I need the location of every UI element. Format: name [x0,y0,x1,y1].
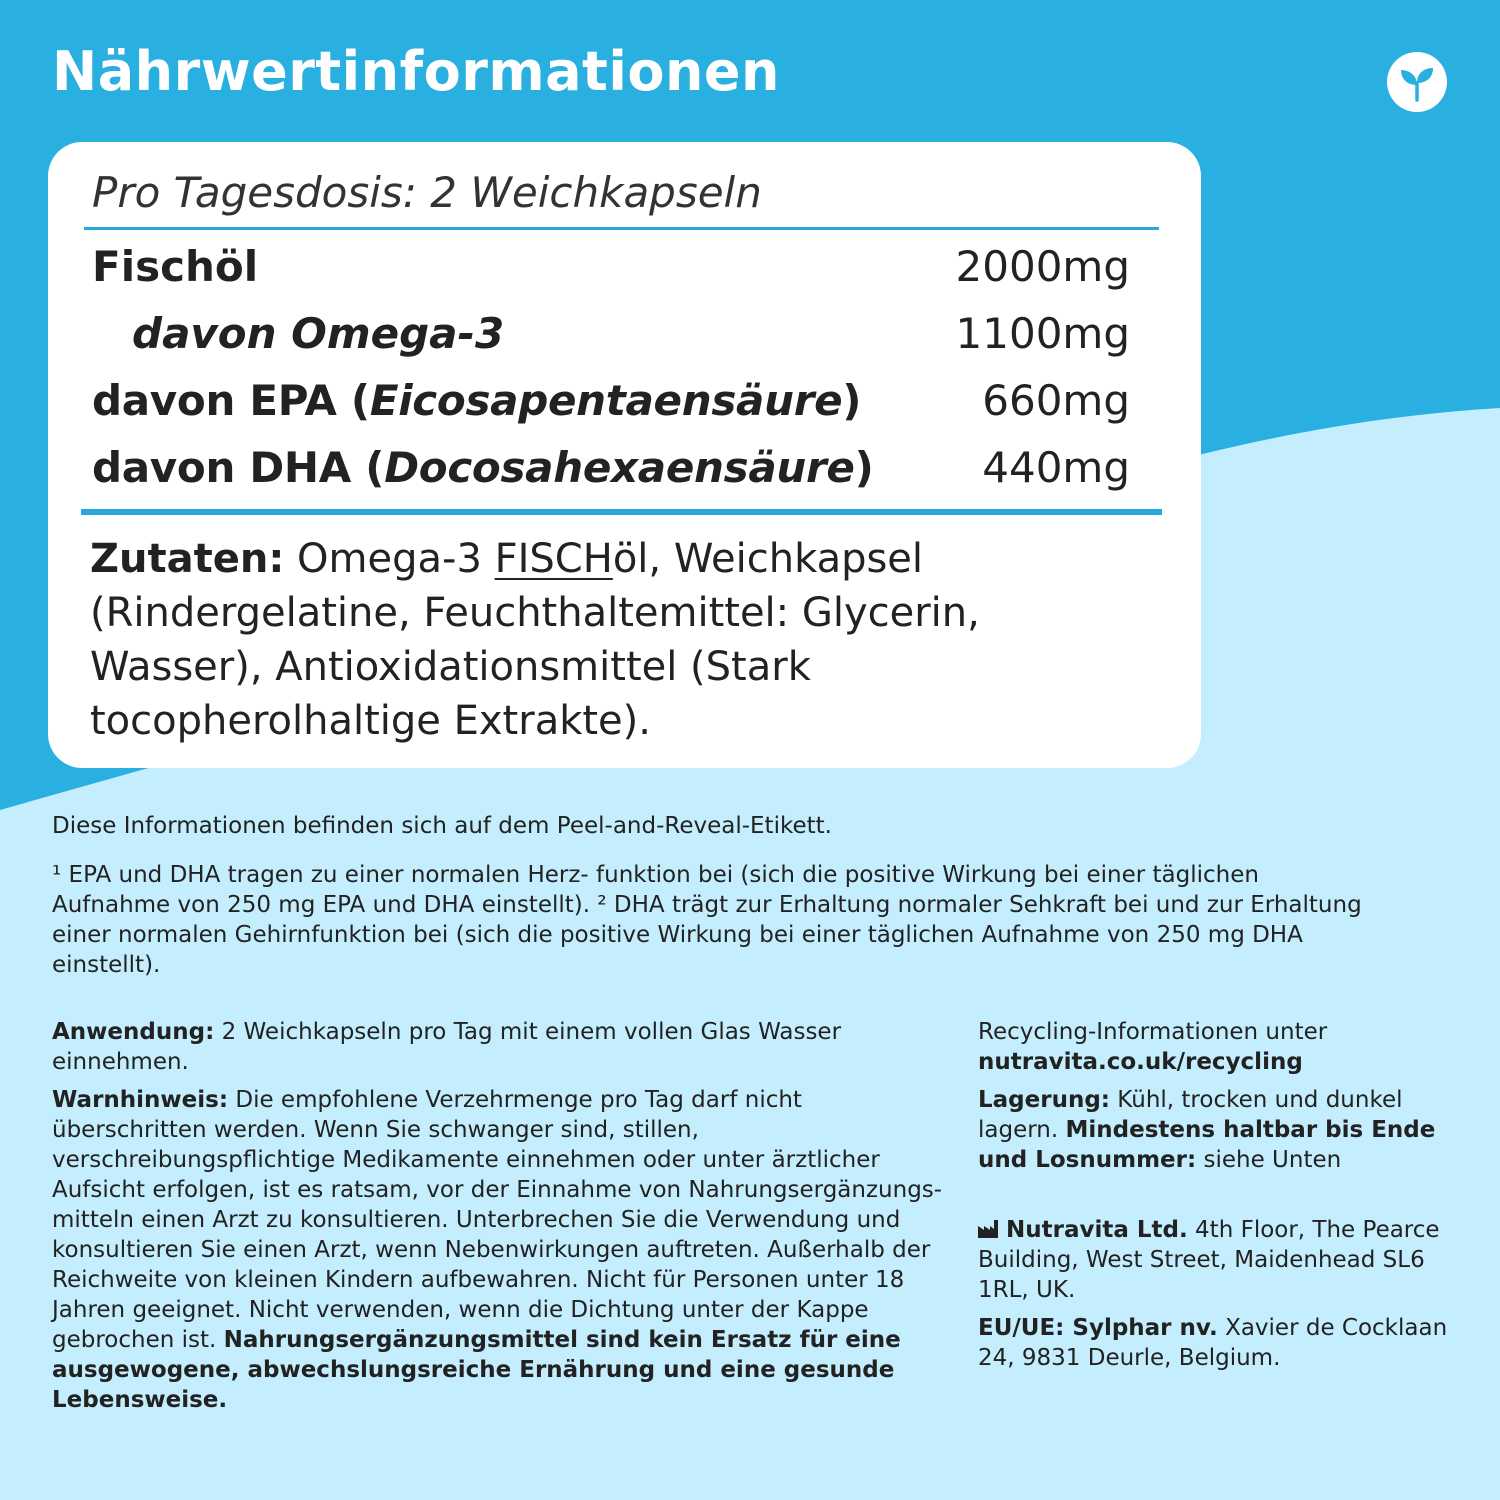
nutrient-row-fish-oil [92,242,1130,294]
nutrient-value: 1100mg [955,309,1130,358]
nutrient-value: 440mg [982,443,1130,492]
factory-icon [978,1220,1000,1238]
nutrition-card [48,142,1201,768]
usage-warning-column [52,1017,952,1423]
nutrient-row-dha [92,443,1130,495]
nutrient-row-epa [92,376,1130,428]
best-before-text: siehe Unten [1196,1147,1342,1173]
storage-paragraph [978,1085,1448,1175]
nutrient-label-main: davon DHA ( [92,443,385,492]
usage-text: 2 Weichkapseln pro Tag mit einem vollen Glas Wasser einnehmen. [52,1019,842,1075]
usage-label: Anwendung: [52,1019,215,1045]
allergen-highlight: FISCH [494,536,613,582]
nutrient-label: Fischöl [92,242,259,291]
nutrient-label [92,376,861,425]
nutrient-label-close: ) [842,376,862,425]
peel-reveal-note: Diese Informationen befinden sich auf dem Peel-and-Reveal-Etikett. [52,813,832,839]
nutrient-label: davon Omega-3 [132,309,505,358]
ingredients-text-2: öl, Weichkapsel (Rindergelatine, Feuchthaltemittel: Glycerin, Wasser), Antioxidationsmittel (Stark tocopherolhaltige Extrakte). [90,536,980,744]
eu-rep-paragraph [978,1313,1448,1373]
eu-rep-address: Xavier de Cocklaan 24, 9831 Deurle, Belgium. [978,1315,1448,1371]
ingredients-heading: Zutaten: [90,536,285,582]
storage-label: Lagerung: [978,1087,1110,1113]
serving-size: Pro Tagesdosis: 2 Weichkapseln [92,168,762,217]
storage-text: Kühl, trocken und dunkel lagern. [978,1087,1403,1143]
usage-paragraph [52,1017,952,1077]
nutrient-label-scientific: Docosahexaensäure [384,443,855,492]
nutrient-row-omega3 [92,309,1130,361]
divider-thin [84,227,1159,230]
warning-paragraph [52,1085,952,1415]
health-claim-footnotes: ¹ EPA und DHA tragen zu einer normalen Herz- funktion bei (sich die positive Wirkung bei einer täglichen Aufnahme von 250 mg EPA und DHA einstellt). ² DHA trägt zur Erhaltung normaler Sehkraft bei und zur Erhaltung einer normalen Gehirnfunktion bei (sich die positive Wirkung bei einer täglichen Aufnahme von 250 mg DHA einstellt). [52,862,1362,978]
manufacturer-paragraph [978,1215,1448,1305]
manufacturer-name: Nutravita Ltd. [1006,1217,1188,1243]
recycling-url: nutravita.co.uk/recycling [978,1049,1303,1075]
warning-text: Die empfohlene Verzehrmenge pro Tag darf nicht überschritten werden. Wenn Sie schwanger sind, stillen, verschreibungspflichtige Medikamente einnehmen oder unter ärztlicher Aufsicht erfolgen, ist es ratsam, vor der Einnahme von Nahrungsergänzungs- mitteln einen Arzt zu konsultieren. Unterbrechen Sie die Verwendung und konsultieren Sie einen Arzt, wenn Nebenwirkungen auftreten. Außerhalb der Reichweite von kleinen Kindern aufbewahren. Nicht für Personen unter 18 Jahren geeignet. Nicht verwenden, wenn die Dichtung unter der Kappe gebrochen ist. [52,1087,943,1353]
nutrient-label-scientific: Eicosapentaensäure [369,376,843,425]
recycling-paragraph [978,1017,1448,1077]
page-title: Nährwertinformationen [52,40,780,103]
nutrient-label [92,443,873,492]
warning-bold-end: Nahrungsergänzungsmittel sind kein Ersatz für eine ausgewogene, abwechslungsreiche Ernährung und eine gesunde Lebensweise. [52,1327,901,1413]
eu-rep-label: EU/UE: Sylphar nv. [978,1315,1218,1341]
ingredients-list [90,532,1130,748]
storage-address-column [978,1017,1448,1381]
sprout-icon [1387,52,1447,112]
nutrient-label-close: ) [854,443,874,492]
nutrient-value: 2000mg [955,242,1130,291]
recycling-text: Recycling-Informationen unter [978,1019,1328,1045]
nutrient-value: 660mg [982,376,1130,425]
nutrient-label-main: davon EPA ( [92,376,370,425]
best-before-label: Mindestens haltbar bis Ende und Losnummer: [978,1117,1436,1173]
divider-thick [81,509,1162,515]
ingredients-text-1: Omega-3 [284,536,495,582]
manufacturer-address: 4th Floor, The Pearce Building, West Street, Maidenhead SL6 1RL, UK. [978,1217,1440,1303]
warning-label: Warnhinweis: [52,1087,229,1113]
